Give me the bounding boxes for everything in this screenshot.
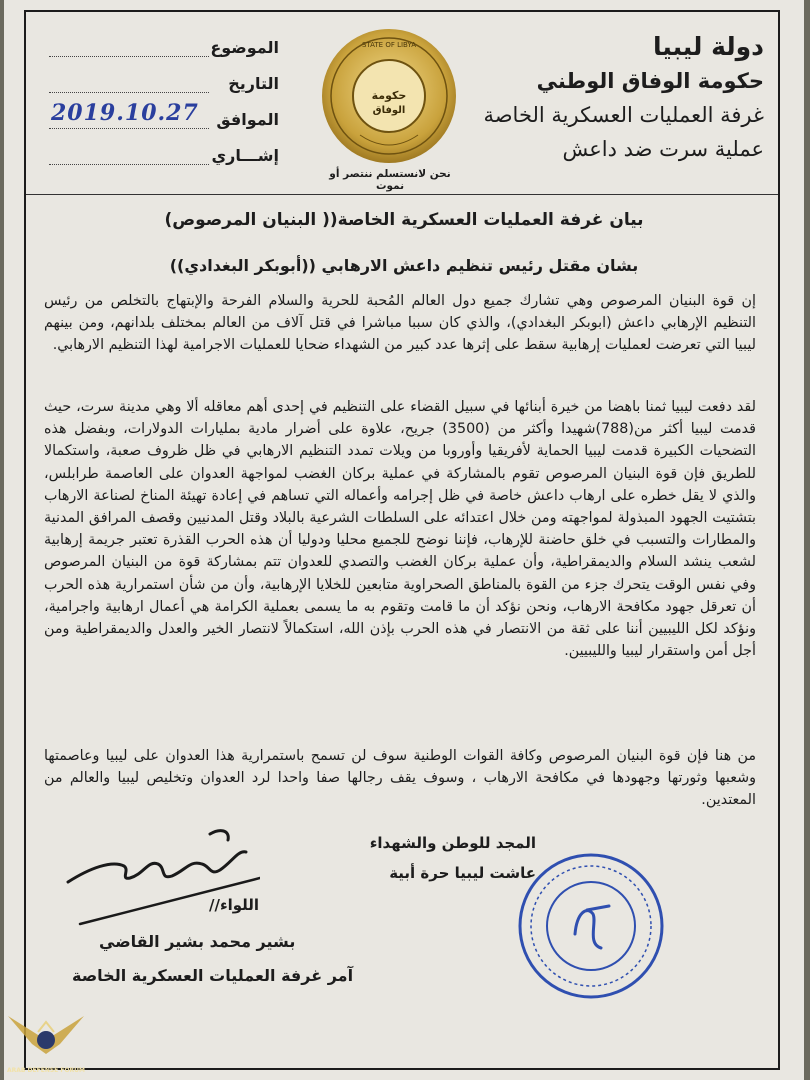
seal-motto: نحن لانستسلم ننتصر أو نموت — [329, 168, 451, 192]
signatory-title: آمر غرفة العمليات العسكرية الخاصة — [72, 966, 354, 985]
paragraph-2: لقد دفعت ليبيا ثمنا باهضا من خيرة أبنائها في سبيل القضاء على التنظيم في إحدى أهم معاقله ألا وهي مدينة سرت، حيث قدمت ليبيا أكثر من(788)شهيدا وأكثر من (3500) جريح، علاوة على أضرار مادية بمليارات الدولارات، وبفضل هذه التضحيات الكبيرة قدمت ليبيا الحماية لأفريقيا وأوروبا من ويلات تمدد التنظيم الارهابي في ظل ظروف صعبة، واستكمالا للطريق فإن قوة البنيان المرصوص تقوم بالمشاركة في عملية بركان الغضب لمواجهة العدوان على العاصمة طرابلس، والذي لا يقل خطره على ارهاب داعش خاصة في ظل إجرامه وأعماله التي تساهم في إعادة تهيئة المناخ لصناعة الارهاب بتشتيت الجهود المبذولة لمواجهته ومن خلال اعتدائه على السلطات الشرعية بالبلاد وقتل المدنيين وقصف المرافق المدنية والمطارات والتسبب في خلق حاضنة للإرهاب، فإننا نوضح للجميع محليا ودوليا أن هذه الحرب القذرة تعتبر جريمة إرهابية لشعب ينشد السلام والديمقراطية، وأن عملية بركان الغضب والتصدي للعدوان تتم بمشاركة قوة من البنيان المرصوص وفي نفس الوقت يتحرك جزء من القوة بالمناطق الصحراوية متابعين للخلايا الإرهابية، وأن من شأن استمرارية هذه الحرب أن تعرقل جهود مكافحة الارهاب، ونحن نؤكد أن ما قامت وتقوم به ما يسمى بعملية الكرامة هي أعمال ارهابية واجرامية، ونؤكد لكل الليبيين أننا على ثقة من الانتصار في هذه الحرب بإذن الله، استكمالاً لانتصار الخير والعدل والديمقراطية ومن أجل أمن واستقرار ليبيا والليبيين. — [44, 399, 757, 660]
corresponding-row — [49, 100, 279, 142]
date-line — [49, 92, 209, 93]
statement-title: بيان غرفة العمليات العسكرية الخاصة(( البنيان المرصوص) — [164, 210, 644, 230]
subject-row — [49, 34, 279, 70]
official-blue-stamp-icon — [517, 852, 665, 1000]
reference-label: إشـــاري — [211, 146, 279, 165]
signatory-name: بشير محمد بشير القاضي — [99, 932, 296, 951]
state-name: دولة ليبيا — [652, 32, 764, 61]
letterhead-right — [464, 30, 764, 166]
handwritten-date: 2019.10.27 — [51, 100, 199, 126]
corresponding-line — [49, 128, 209, 129]
operations-room-name: غرفة العمليات العسكرية الخاصة — [483, 103, 764, 127]
document-sheet — [4, 0, 804, 1080]
date-label: التاريخ — [228, 74, 279, 93]
arab-defense-forum-watermark-icon — [0, 1010, 92, 1080]
closing-line-1: المجد للوطن والشهداء — [369, 834, 536, 852]
paragraph-3: من هنا فإن قوة البنيان المرصوص وكافة القوات الوطنية سوف لن تسمح باستمرارية هذا العدوان على ليبيا وعاصمتها وشعبها وثورتها وجهودها في مكافحة الارهاب ، وسوف يقف رجالها صفا واحدا لرد العدوان وتخليص ليبيا والعالم من المعتدين. — [44, 748, 756, 809]
operation-name: عملية سرت ضد داعش — [562, 137, 764, 161]
svg-text:الوفاق: الوفاق — [372, 105, 406, 116]
corresponding-label: الموافق — [216, 110, 279, 129]
svg-text:حكومة: حكومة — [371, 89, 407, 102]
government-seal-icon — [320, 27, 458, 165]
closing-line-2: عاشت ليبيا حرة أبية — [389, 864, 536, 882]
subject-label: الموضوع — [210, 38, 279, 57]
header-divider — [26, 194, 778, 195]
closing-lines — [370, 828, 536, 888]
paragraph-1: إن قوة البنيان المرصوص وهي تشارك جميع دول العالم المُحبة للحرية والسلام الفرحة والإبتهاج بالتخلص من رئيس التنظيم الإرهابي داعش (ابوبكر البغدادي)، والذي كان سببا مباشرا في قتل آلاف من العالم بمختلف بلدانهم، ومن بينهم ليبيا التي تعرضت لعمليات إرهابية سقط على إثرها عدد كبير من الشهداء ضحايا للعمليات الاجرامية لهذا التنظيم الارهابي. — [44, 293, 756, 354]
statement-subtitle: بشان مقتل رئيس تنظيم داعش الارهابي ((أبوبكر البغدادي)) — [169, 256, 639, 275]
reference-row — [49, 142, 279, 178]
signatory-rank: اللواء// — [209, 896, 260, 914]
subject-line — [49, 56, 209, 57]
reference-fields — [49, 34, 279, 178]
svg-text:STATE OF LIBYA: STATE OF LIBYA — [361, 41, 417, 49]
reference-line — [49, 164, 209, 165]
svg-text:ARAB DEFENSE FORUM: ARAB DEFENSE FORUM — [6, 1067, 86, 1074]
government-name: حكومة الوفاق الوطني — [536, 69, 764, 93]
